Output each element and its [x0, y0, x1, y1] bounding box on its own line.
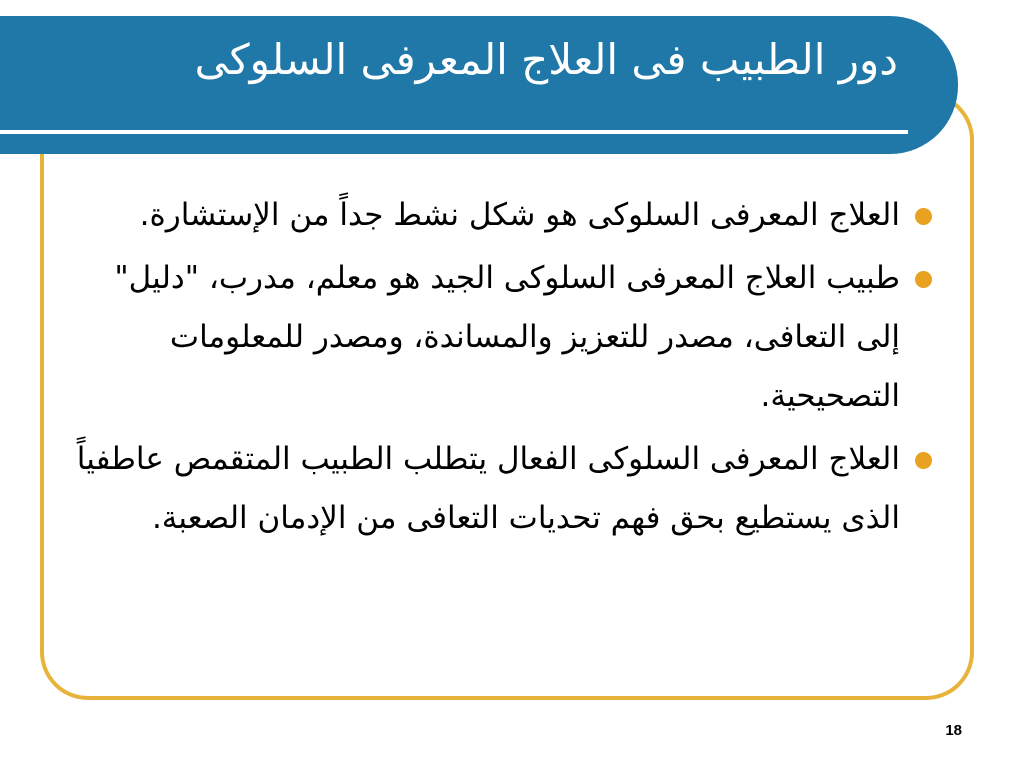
title-bar [0, 16, 958, 154]
bullet-item [62, 249, 934, 426]
bullet-dot-icon [915, 208, 932, 225]
slide-title: دور الطبيب فى العلاج المعرفى السلوكى [194, 35, 898, 84]
bullet-text: طبيب العلاج المعرفى السلوكى الجيد هو معلم، مدرب، "دليل" إلى التعافى، مصدر للتعزيز والمساندة، ومصدر للمعلومات التصحيحية. [114, 260, 900, 414]
bullet-dot-icon [915, 452, 932, 469]
bullet-item [62, 430, 934, 548]
bullet-dot-icon [915, 271, 932, 288]
page-number: 18 [945, 722, 962, 739]
bullet-text: العلاج المعرفى السلوكى الفعال يتطلب الطبيب المتقمص عاطفياً الذى يستطيع بحق فهم تحديات التعافى من الإدمان الصعبة. [76, 441, 900, 536]
title-underline [0, 130, 908, 134]
bullet-list [62, 186, 934, 552]
bullet-item [62, 186, 934, 245]
bullet-text: العلاج المعرفى السلوكى هو شكل نشط جداً من الإستشارة. [139, 197, 900, 233]
